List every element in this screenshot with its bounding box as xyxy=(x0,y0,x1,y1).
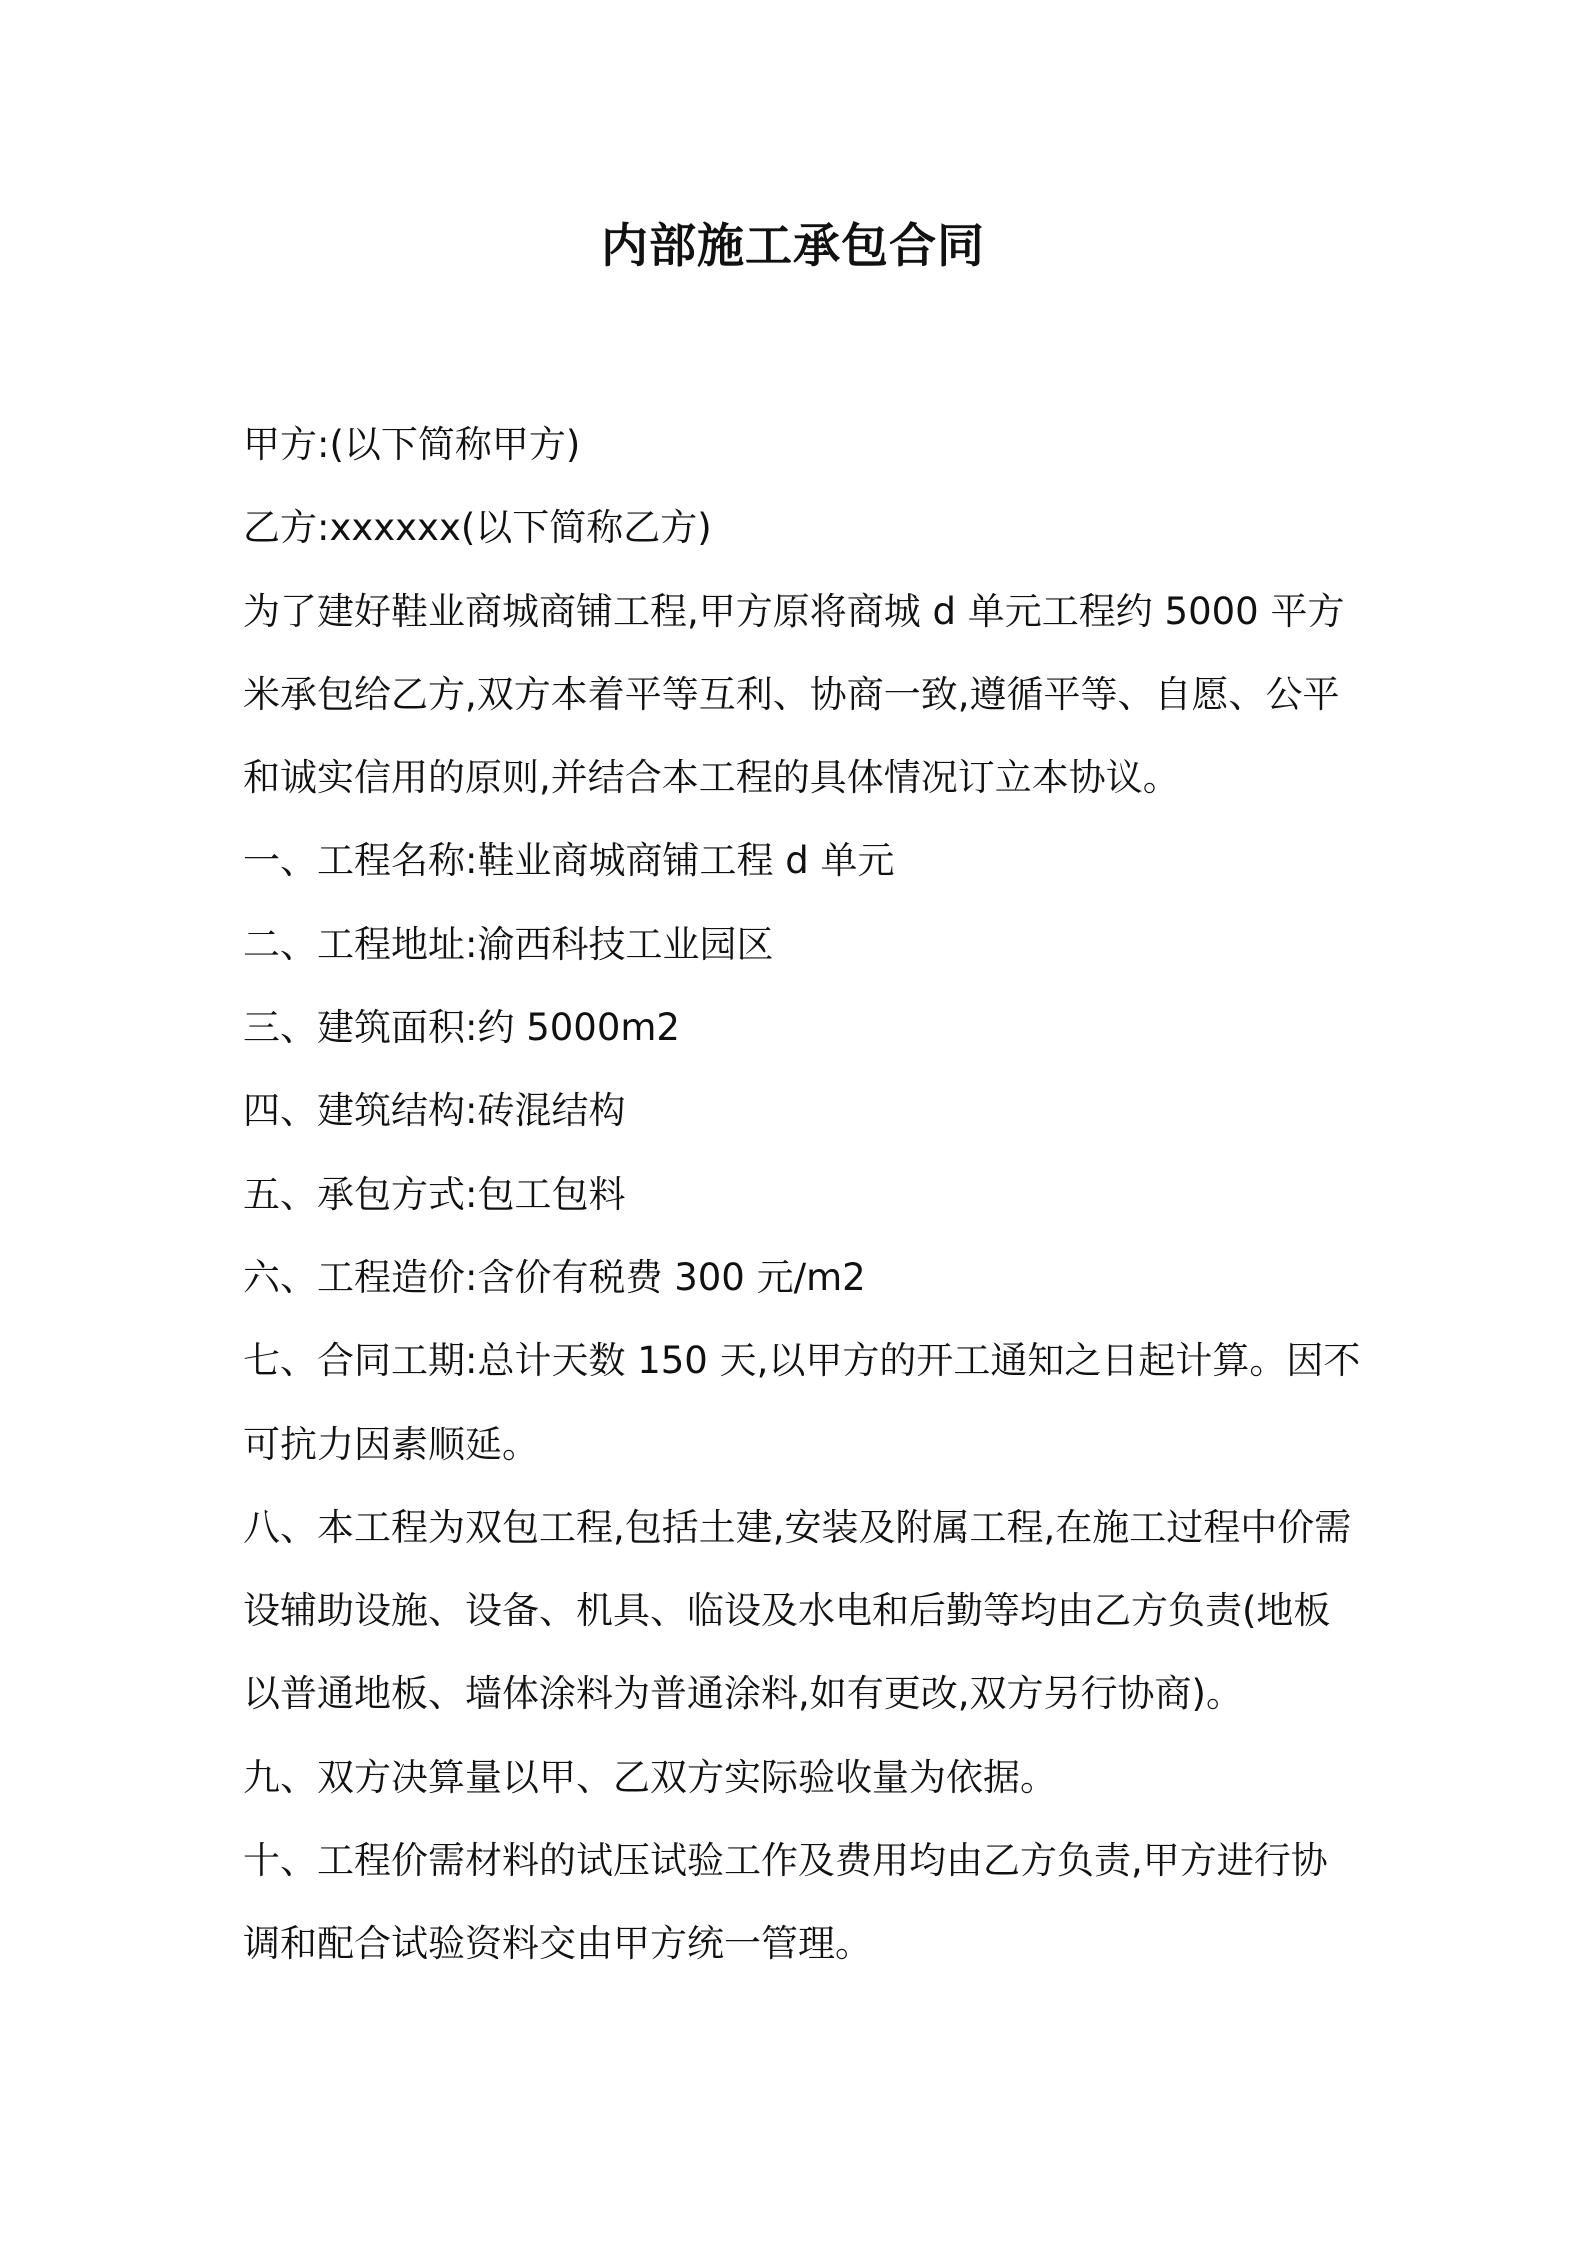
preamble-line-3: 和诚实信用的原则,并结合本工程的具体情况订立本协议。 xyxy=(243,756,1180,800)
clause-7-duration-line-1: 七、合同工期:总计天数 150 天,以甲方的开工通知之日起计算。因不 xyxy=(243,1339,1361,1383)
document-body xyxy=(243,403,1363,1986)
clause-8-scope-line-3: 以普通地板、墙体涂料为普通涂料,如有更改,双方另行协商)。 xyxy=(243,1672,1243,1716)
party-b-line: 乙方:xxxxxx(以下简称乙方) xyxy=(243,506,712,550)
clause-10-testing-line-1: 十、工程价需材料的试压试验工作及费用均由乙方负责,甲方进行协 xyxy=(243,1839,1328,1883)
clause-2-project-address: 二、工程地址:渝西科技工业园区 xyxy=(243,922,774,966)
clause-8-scope-line-1: 八、本工程为双包工程,包括土建,安装及附属工程,在施工过程中价需 xyxy=(243,1505,1352,1549)
document-title: 内部施工承包合同 xyxy=(601,219,985,274)
clause-3-building-area: 三、建筑面积:约 5000m2 xyxy=(243,1006,680,1050)
party-a-line: 甲方:(以下简称甲方) xyxy=(243,423,581,466)
clause-4-building-structure: 四、建筑结构:砖混结构 xyxy=(243,1089,626,1133)
clause-8-scope-line-2: 设辅助设施、设备、机具、临设及水电和后勤等均由乙方负责(地板 xyxy=(243,1589,1331,1633)
clause-1-project-name: 一、工程名称:鞋业商城商铺工程 d 单元 xyxy=(243,839,895,883)
clause-5-contract-method: 五、承包方式:包工包料 xyxy=(243,1172,626,1216)
clause-10-testing-line-2: 调和配合试验资料交由甲方统一管理。 xyxy=(243,1922,872,1966)
clause-9-settlement: 九、双方决算量以甲、乙双方实际验收量为依据。 xyxy=(243,1755,1057,1799)
clause-7-duration-line-2: 可抗力因素顺延。 xyxy=(243,1422,539,1466)
preamble-line-2: 米承包给乙方,双方本着平等互利、协商一致,遵循平等、自愿、公平 xyxy=(243,672,1340,716)
clause-6-project-cost: 六、工程造价:含价有税费 300 元/m2 xyxy=(243,1255,866,1299)
preamble-line-1: 为了建好鞋业商城商铺工程,甲方原将商城 d 单元工程约 5000 平方 xyxy=(243,589,1345,633)
